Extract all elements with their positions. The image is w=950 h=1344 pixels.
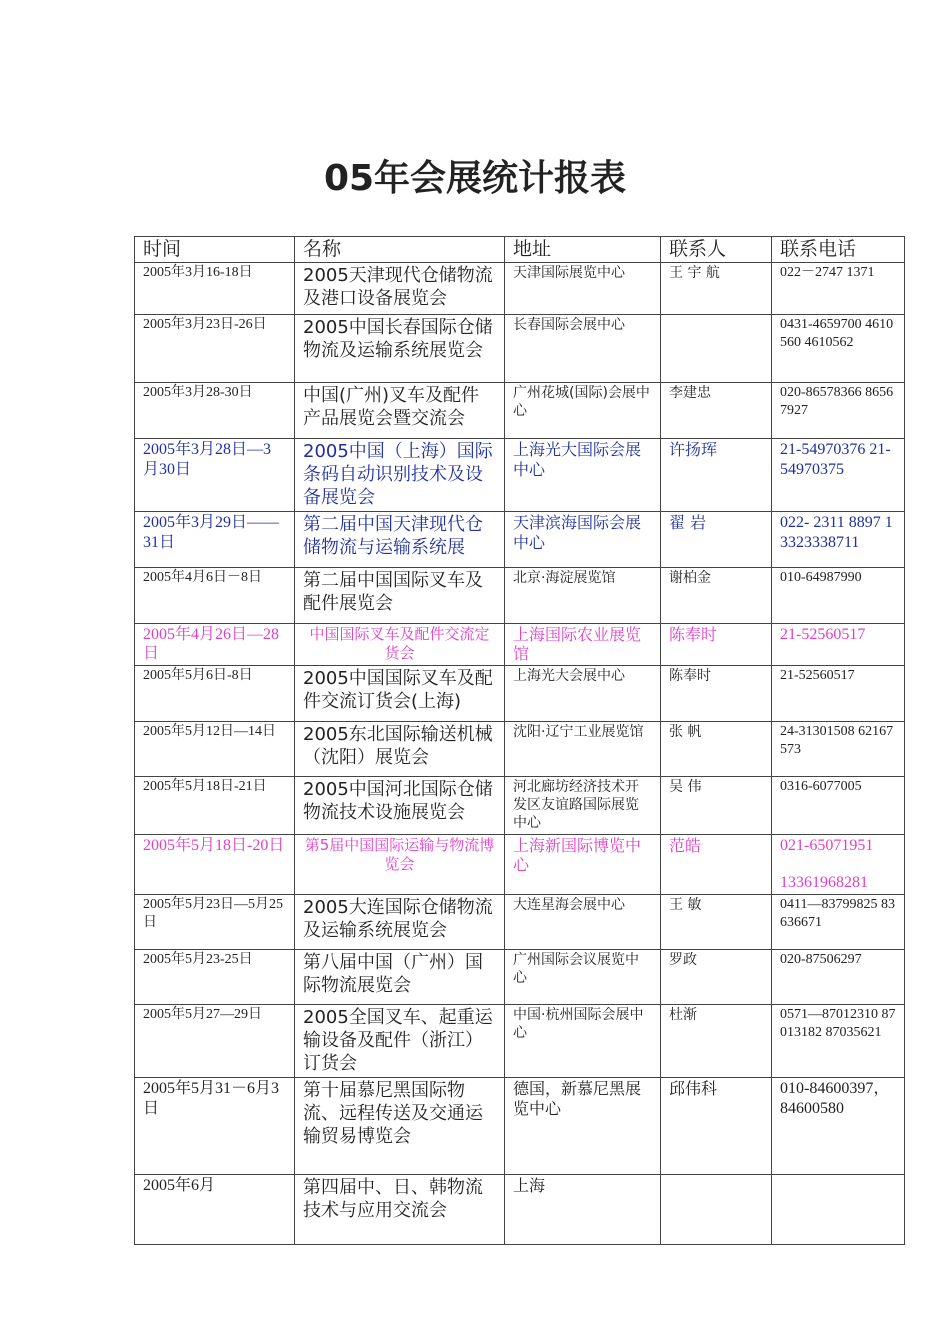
cell-date: 2005年5月31－6月3日 (135, 1078, 295, 1175)
cell-name: 2005中国长春国际仓储物流及运输系统展览会 (295, 315, 505, 383)
cell-contact: 邱伟科 (661, 1078, 772, 1175)
table-row (135, 1005, 905, 1078)
cell-contact: 张 帆 (661, 722, 772, 777)
table-row (135, 512, 905, 568)
cell-phone (772, 439, 905, 512)
header-contact: 联系人 (661, 237, 772, 263)
cell-date: 2005年3月28日—3月30日 (135, 439, 295, 512)
cell-contact: 杜渐 (661, 1005, 772, 1078)
table-row (135, 315, 905, 383)
cell-address: 德国，新慕尼黑展览中心 (505, 1078, 661, 1175)
phone-line: 21-52560517 (780, 668, 855, 683)
phone-line: 020-87506297 (780, 952, 862, 967)
cell-name: 2005中国国际叉车及配件交流订货会(上海) (295, 666, 505, 722)
table-row (135, 950, 905, 1005)
cell-address: 中国·杭州国际会展中心 (505, 1005, 661, 1078)
cell-contact: 罗政 (661, 950, 772, 1005)
table-row (135, 1078, 905, 1175)
cell-date: 2005年3月28-30日 (135, 383, 295, 439)
cell-address: 沈阳·辽宁工业展览馆 (505, 722, 661, 777)
cell-date: 2005年4月6日－8日 (135, 568, 295, 624)
cell-name: 2005中国（上海）国际条码自动识别技术及设备展览会 (295, 439, 505, 512)
cell-phone (772, 777, 905, 835)
cell-contact: 陈奉时 (661, 624, 772, 666)
phone-line: 021-65071951 (780, 837, 874, 854)
table-row (135, 383, 905, 439)
cell-name: 2005天津现代仓储物流及港口设备展览会 (295, 263, 505, 315)
cell-contact: 王 敏 (661, 895, 772, 950)
cell-phone (772, 895, 905, 950)
header-row (135, 237, 905, 263)
cell-date: 2005年6月 (135, 1175, 295, 1245)
cell-date: 2005年4月26日—28日 (135, 624, 295, 666)
cell-name: 第5届中国国际运输与物流博览会 (295, 835, 505, 895)
cell-date: 2005年5月23日—5月25日 (135, 895, 295, 950)
phone-line: 0316-6077005 (780, 779, 862, 794)
cell-date: 2005年3月23日-26日 (135, 315, 295, 383)
cell-address: 上海光大会展中心 (505, 666, 661, 722)
cell-contact: 李建忠 (661, 383, 772, 439)
phone-line: 21-52560517 (780, 626, 866, 643)
cell-address: 广州花城(国际)会展中心 (505, 383, 661, 439)
phone-line: 022- 2311 8897 13323338711 (780, 514, 893, 551)
cell-date: 2005年5月18日-20日 (135, 835, 295, 895)
cell-phone (772, 666, 905, 722)
cell-date: 2005年5月6日-8日 (135, 666, 295, 722)
phone-line: 022－2747 1371 (780, 265, 875, 280)
table-row (135, 568, 905, 624)
table-row (135, 263, 905, 315)
cell-address: 上海 (505, 1175, 661, 1245)
cell-name: 2005全国叉车、起重运输设备及配件（浙江）订货会 (295, 1005, 505, 1078)
cell-phone (772, 835, 905, 895)
cell-phone (772, 315, 905, 383)
cell-name: 2005大连国际仓储物流及运输系统展览会 (295, 895, 505, 950)
cell-name: 中国国际叉车及配件交流定货会 (295, 624, 505, 666)
cell-date: 2005年5月27—29日 (135, 1005, 295, 1078)
cell-address: 长春国际会展中心 (505, 315, 661, 383)
table-row (135, 835, 905, 895)
cell-name: 2005东北国际输送机械（沈阳）展览会 (295, 722, 505, 777)
phone-line: 0411—83799825 83636671 (780, 897, 895, 930)
cell-name: 2005中国河北国际仓储物流技术设施展览会 (295, 777, 505, 835)
cell-contact (661, 315, 772, 383)
cell-name: 中国(广州)叉车及配件产品展览会暨交流会 (295, 383, 505, 439)
exhibition-table (134, 236, 905, 1245)
cell-name: 第十届慕尼黑国际物流、远程传送及交通运输贸易博览会 (295, 1078, 505, 1175)
page-title: 05年会展统计报表 (323, 158, 627, 199)
table-row (135, 895, 905, 950)
cell-date: 2005年5月18日-21日 (135, 777, 295, 835)
header-phone: 联系电话 (772, 237, 905, 263)
phone-line: 010-64987990 (780, 570, 862, 585)
phone-line: 010-84600397，84600580 (780, 1080, 890, 1117)
phone-line: 0431-4659700 4610560 4610562 (780, 317, 894, 350)
cell-phone (772, 722, 905, 777)
cell-contact: 王 宇 航 (661, 263, 772, 315)
table-row (135, 722, 905, 777)
cell-name: 第四届中、日、韩物流技术与应用交流会 (295, 1175, 505, 1245)
cell-name: 第二届中国国际叉车及配件展览会 (295, 568, 505, 624)
cell-address: 大连星海会展中心 (505, 895, 661, 950)
cell-contact: 吴 伟 (661, 777, 772, 835)
cell-contact: 陈奉时 (661, 666, 772, 722)
cell-name: 第八届中国（广州）国际物流展览会 (295, 950, 505, 1005)
phone-line: 21-54970376 21-54970375 (780, 441, 891, 478)
cell-date: 2005年5月23-25日 (135, 950, 295, 1005)
cell-phone (772, 950, 905, 1005)
cell-address: 河北廊坊经济技术开发区友谊路国际展览中心 (505, 777, 661, 835)
cell-date: 2005年5月12日—14日 (135, 722, 295, 777)
cell-contact: 许扬珲 (661, 439, 772, 512)
table-row (135, 1175, 905, 1245)
table-row (135, 439, 905, 512)
cell-phone (772, 1175, 905, 1245)
phone-line: 0571—87012310 87013182 87035621 (780, 1007, 896, 1040)
cell-address: 北京·海淀展览馆 (505, 568, 661, 624)
cell-phone (772, 263, 905, 315)
cell-address: 广州国际会议展览中心 (505, 950, 661, 1005)
header-name: 名称 (295, 237, 505, 263)
cell-contact: 范皓 (661, 835, 772, 895)
table-row (135, 666, 905, 722)
cell-address: 上海光大国际会展中心 (505, 439, 661, 512)
header-address: 地址 (505, 237, 661, 263)
cell-phone (772, 624, 905, 666)
phone-line: 13361968281 (780, 874, 868, 891)
cell-phone (772, 512, 905, 568)
cell-phone (772, 1078, 905, 1175)
cell-phone (772, 383, 905, 439)
cell-address: 上海新国际博览中心 (505, 835, 661, 895)
cell-name: 第二届中国天津现代仓储物流与运输系统展 (295, 512, 505, 568)
cell-address: 天津国际展览中心 (505, 263, 661, 315)
cell-contact: 翟 岩 (661, 512, 772, 568)
header-date: 时间 (135, 237, 295, 263)
cell-phone (772, 568, 905, 624)
cell-contact (661, 1175, 772, 1245)
cell-date: 2005年3月29日——31日 (135, 512, 295, 568)
phone-line: 24-31301508 62167573 (780, 724, 894, 757)
cell-address: 天津滨海国际会展中心 (505, 512, 661, 568)
cell-date: 2005年3月16-18日 (135, 263, 295, 315)
cell-address: 上海国际农业展览馆 (505, 624, 661, 666)
cell-contact: 谢柏金 (661, 568, 772, 624)
phone-line: 020-86578366 86567927 (780, 385, 894, 418)
table-row (135, 624, 905, 666)
table-row (135, 777, 905, 835)
cell-phone (772, 1005, 905, 1078)
